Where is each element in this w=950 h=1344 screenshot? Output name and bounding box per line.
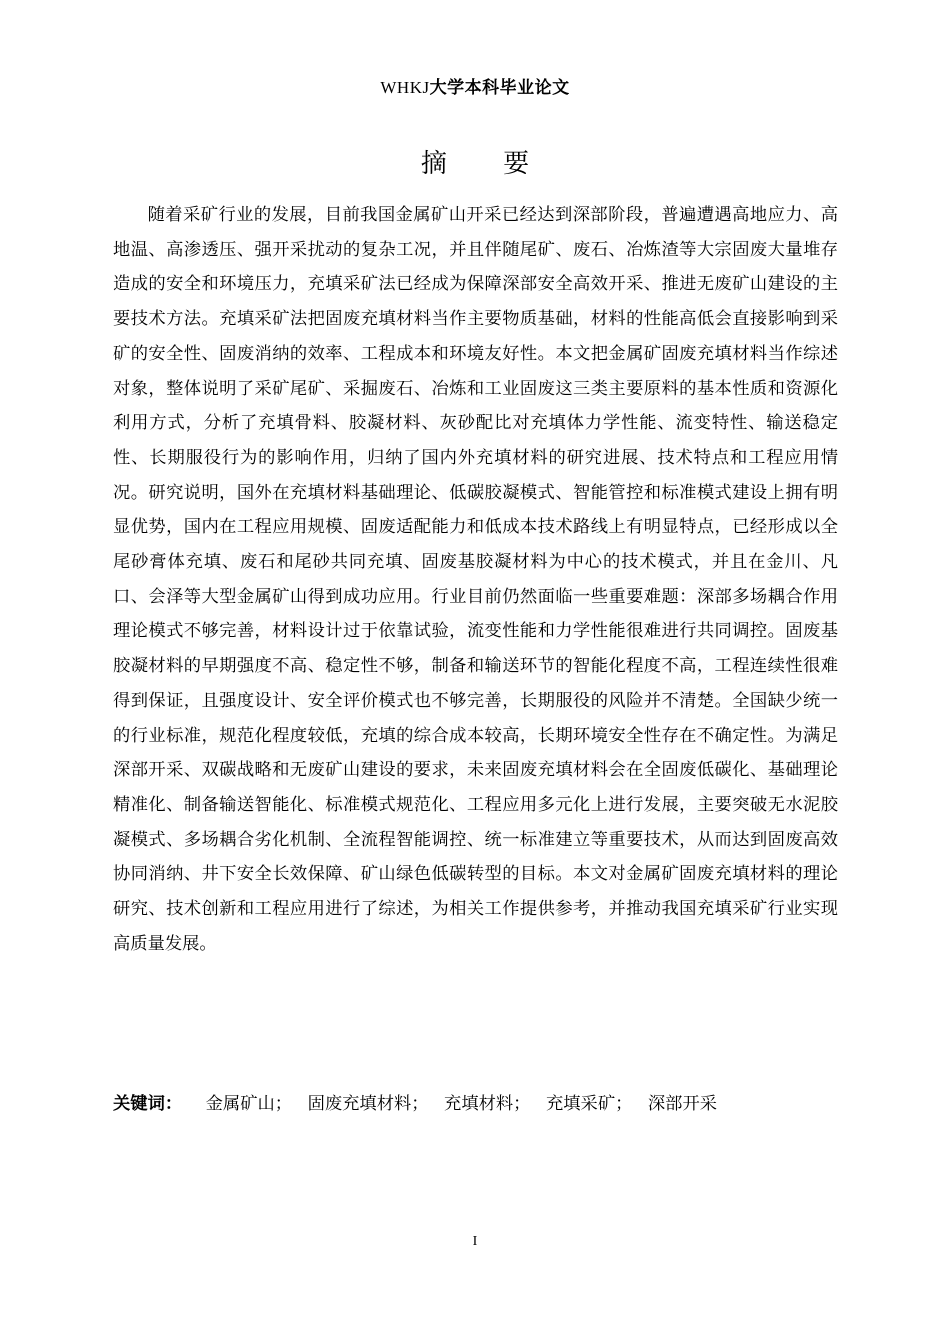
page-number: I — [472, 1234, 478, 1249]
abstract-body: 随着采矿行业的发展，目前我国金属矿山开采已经达到深部阶段，普遍遭遇高地应力、高地温、高渗透压、强开采扰动的复杂工况，并且伴随尾矿、废石、冶炼渣等大宗固废大量堆存造成的安全和环境压力，充填采矿法已经成为保障深部安全高效开采、推进无废矿山建设的主要技术方法。充填采矿法把固废充填材料当作主要物质基础，材料的性能高低会直接影响到采矿的安全性、固废消纳的效率、工程成本和环境友好性。本文把金属矿固废充填材料当作综述对象，整体说明了采矿尾矿、采掘废石、冶炼和工业固废这三类主要原料的基本性质和资源化利用方式，分析了充填骨料、胶凝材料、灰砂配比对充填体力学性能、流变特性、输送稳定性、长期服役行为的影响作用，归纳了国内外充填材料的研究进展、技术特点和工程应用情况。研究说明，国外在充填材料基础理论、低碳胶凝模式、智能管控和标准模式建设上拥有明显优势，国内在工程应用规模、固废适配能力和低成本技术路线上有明显特点，已经形成以全尾砂膏体充填、废石和尾砂共同充填、固废基胶凝材料为中心的技术模式，并且在金川、凡口、会泽等大型金属矿山得到成功应用。行业目前仍然面临一些重要难题：深部多场耦合作用理论模式不够完善，材料设计过于依靠试验，流变性能和力学性能很难进行共同调控。固废基胶凝材料的早期强度不高、稳定性不够，制备和输送环节的智能化程度不高，工程连续性很难得到保证，且强度设计、安全评价模式也不够完善，长期服役的风险并不清楚。全国缺少统一的行业标准，规范化程度较低，充填的综合成本较高，长期环境安全性存在不确定性。为满足深部开采、双碳战略和无废矿山建设的要求，未来固废充填材料会在全固废低碳化、基础理论精准化、制备输送智能化、标准模式规范化、工程应用多元化上进行发展，主要突破无水泥胶凝模式、多场耦合劣化机制、全流程智能调控、统一标准建立等重要技术，从而达到固废高效协同消纳、井下安全长效保障、矿山绿色低碳转型的目标。本文对金属矿固废充填材料的理论研究、技术创新和工程应用进行了综述，为相关工作提供参考，并推动我国充填采矿行业实现高质量发展。 — [113, 205, 838, 954]
keywords-line — [113, 1087, 838, 1121]
page-title: 摘 要 — [420, 149, 554, 179]
header-suffix: 大学本科毕业论文 — [429, 78, 570, 98]
keyword-item: 充填材料； — [444, 1094, 531, 1114]
header-prefix: WHKJ — [380, 78, 430, 97]
keywords-label: 关键词： — [113, 1094, 183, 1114]
keyword-item: 固废充填材料； — [307, 1094, 429, 1114]
keyword-item: 充填采矿； — [545, 1094, 633, 1114]
thesis-header — [0, 73, 950, 98]
keyword-item: 金属矿山； — [205, 1094, 293, 1114]
keyword-item: 深部开采 — [647, 1094, 718, 1114]
